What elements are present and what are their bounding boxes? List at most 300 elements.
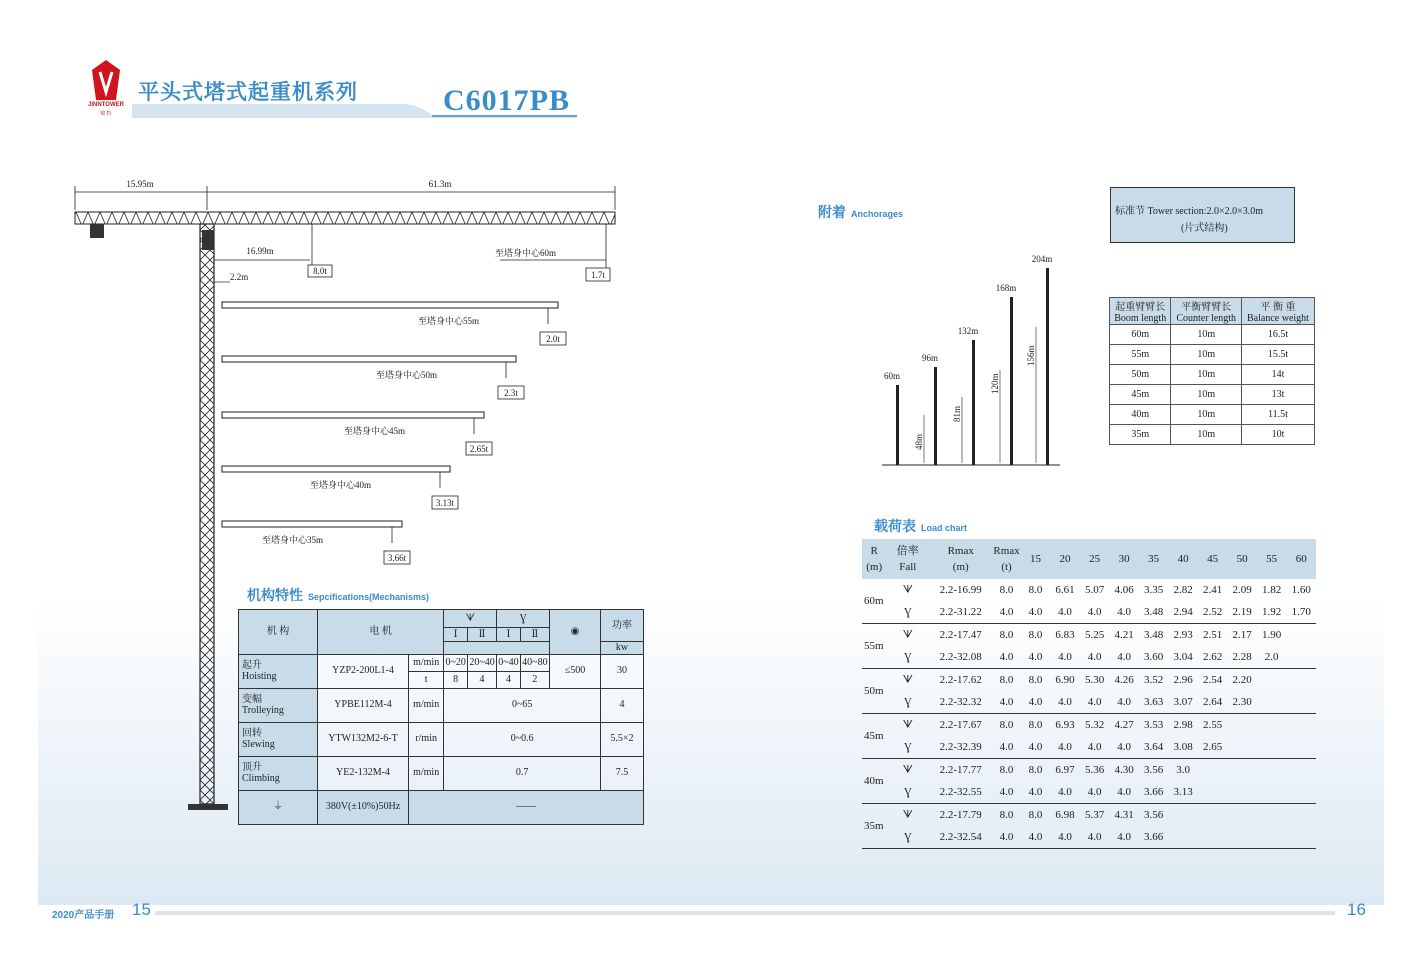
- lc-value: 4.0: [1028, 831, 1043, 843]
- h-motor: 电 机: [318, 610, 444, 655]
- lc-value: 4.31: [1114, 809, 1134, 821]
- jib-label: 至塔身中心35m: [262, 535, 324, 545]
- lc-max: 4.0: [999, 741, 1014, 753]
- h-roman: Ⅱ: [467, 628, 496, 642]
- anchor-spacing: 48m: [914, 433, 924, 450]
- lc-range: 2.2-17.79: [939, 809, 982, 821]
- hoist-load: 4: [497, 671, 521, 688]
- lc-max: 8.0: [999, 719, 1014, 731]
- lc-value: 4.0: [1087, 831, 1102, 843]
- climb-motor: YE2-132M-4: [318, 756, 409, 790]
- lc-value: 2.55: [1203, 719, 1223, 731]
- lc-h-fall: 倍率 Fall: [886, 539, 929, 579]
- lc-value: 5.37: [1084, 809, 1105, 821]
- lc-value: 1.92: [1262, 606, 1282, 618]
- lc-value: 1.60: [1291, 584, 1311, 596]
- lc-value: 2.64: [1203, 696, 1223, 708]
- balance-cell: 10m: [1171, 325, 1241, 345]
- lc-value: 3.0: [1176, 764, 1190, 776]
- lc-max: 4.0: [999, 831, 1014, 843]
- mechanism-title-en: Sepcifications(Mechanisms): [308, 592, 430, 602]
- lc-value: 2.20: [1232, 674, 1252, 686]
- lc-value: 4.0: [1058, 741, 1072, 753]
- row-climb-label: 顶升 Climbing: [239, 756, 318, 790]
- model-title: C6017PB: [443, 84, 570, 117]
- lc-value: 4.0: [1028, 696, 1043, 708]
- load-row: [862, 579, 1316, 601]
- lc-max: 4.0: [999, 651, 1014, 663]
- power-value: ——: [409, 790, 644, 824]
- trolley-unit: m/min: [409, 688, 444, 722]
- power-plug-icon: ⏚: [239, 790, 318, 824]
- balance-table: [1109, 297, 1315, 445]
- mechanism-title-cn: 机构特性: [247, 587, 303, 603]
- lc-value: 4.0: [1117, 786, 1131, 798]
- lc-value: 4.0: [1087, 741, 1102, 753]
- lc-value: 8.0: [1028, 764, 1043, 776]
- lc-value: 3.04: [1173, 651, 1193, 663]
- lc-value: [1286, 646, 1316, 669]
- lc-value: 5.36: [1084, 764, 1105, 776]
- fall-2-icon: Ɣ: [903, 831, 912, 843]
- slew-motor: YTW132M2-6-T: [318, 722, 409, 756]
- boom-length: 55m: [864, 640, 884, 652]
- lc-value: [1227, 759, 1257, 782]
- load-row: [862, 601, 1316, 624]
- balance-cell: 11.5t: [1241, 405, 1314, 425]
- lc-value: [1286, 691, 1316, 714]
- lc-value: [1168, 826, 1198, 849]
- lc-range: 2.2-32.54: [939, 831, 982, 843]
- lc-value: 4.0: [1028, 651, 1043, 663]
- jib-label: 至塔身中心55m: [418, 316, 480, 326]
- anchor-tower: [972, 340, 975, 465]
- lc-value: [1257, 714, 1287, 737]
- page-number-right: 16: [1347, 900, 1366, 919]
- jib-arm: [222, 302, 558, 308]
- lc-h-radius: 35: [1139, 539, 1169, 579]
- balance-row: [1110, 405, 1315, 425]
- load-row: [862, 736, 1316, 759]
- lc-value: 6.61: [1055, 584, 1075, 596]
- anchor-spacing: 81m: [952, 405, 962, 422]
- lc-value: [1286, 826, 1316, 849]
- lc-value: 2.17: [1232, 629, 1252, 641]
- slew-power: 5.5×2: [601, 722, 644, 756]
- anchor-height: 168m: [995, 283, 1017, 293]
- h-power: 功率: [601, 610, 644, 642]
- slew-unit: r/min: [409, 722, 444, 756]
- fall-2-icon: Ɣ: [903, 696, 912, 708]
- lc-h-radius: 30: [1109, 539, 1139, 579]
- jib-60-load: 1.7t: [591, 270, 605, 280]
- lc-value: [1286, 669, 1316, 692]
- load-max: 8.0t: [313, 266, 327, 276]
- lc-value: 4.27: [1114, 719, 1134, 731]
- lc-value: 4.0: [1028, 741, 1043, 753]
- brand-name-cn: 锦 特: [100, 111, 112, 117]
- lc-range: 2.2-16.99: [939, 584, 982, 596]
- lc-range: 2.2-32.08: [939, 651, 982, 663]
- fall-4-icon: ᗐ: [444, 610, 497, 628]
- lc-value: 1.90: [1262, 629, 1282, 641]
- lc-value: 4.0: [1028, 786, 1043, 798]
- lc-value: 2.52: [1203, 606, 1223, 618]
- hoist-speed: 20~40: [467, 654, 496, 671]
- lc-value: 3.48: [1143, 629, 1164, 641]
- jib-load: 2.65t: [469, 444, 489, 454]
- slew-speed: 0~0.6: [444, 722, 601, 756]
- lc-value: [1198, 804, 1228, 827]
- bal-h1: 起重臂臂长 Boom length: [1110, 298, 1171, 325]
- lc-max: 4.0: [999, 606, 1014, 618]
- climb-power: 7.5: [601, 756, 644, 790]
- lc-value: 2.28: [1232, 651, 1252, 663]
- balance-cell: 55m: [1110, 345, 1171, 365]
- fall-2-icon: Ɣ: [903, 651, 912, 663]
- lc-value: [1257, 804, 1287, 827]
- fall-4-icon: ᗐ: [902, 763, 913, 776]
- anchor-height: 60m: [883, 371, 901, 381]
- lc-value: 4.0: [1117, 606, 1131, 618]
- lc-value: [1198, 781, 1228, 804]
- lc-value: 2.41: [1203, 584, 1223, 596]
- lc-value: 6.97: [1055, 764, 1075, 776]
- lc-value: [1286, 624, 1316, 647]
- load-row: [862, 804, 1316, 827]
- lc-value: 8.0: [1028, 809, 1043, 821]
- fall-2-icon: Ɣ: [903, 606, 912, 618]
- jib-label: 至塔身中心45m: [344, 426, 406, 436]
- drum-icon: ◉: [550, 610, 601, 655]
- fall-4-icon: ᗐ: [902, 673, 913, 686]
- lc-h-radius: 15: [1021, 539, 1051, 579]
- trolley-speed: 0~65: [444, 688, 601, 722]
- anchor-tower: [934, 367, 937, 465]
- anchorage-diagram: [880, 250, 1065, 470]
- lc-value: 4.30: [1114, 764, 1134, 776]
- lc-value: 8.0: [1028, 584, 1043, 596]
- lc-value: 4.0: [1117, 696, 1131, 708]
- lc-range: 2.2-17.77: [939, 764, 982, 776]
- lc-value: 4.0: [1058, 831, 1072, 843]
- lc-value: [1286, 736, 1316, 759]
- anchorage-title: 附着 Anchorages: [818, 204, 904, 220]
- bal-h2: 平衡臂臂长 Counter length: [1171, 298, 1241, 325]
- lc-value: 2.82: [1173, 584, 1193, 596]
- hoist-power: 30: [601, 654, 644, 688]
- fall-4-icon: ᗐ: [902, 628, 913, 641]
- lc-value: 3.66: [1143, 831, 1164, 843]
- lc-value: [1286, 759, 1316, 782]
- lc-value: 2.98: [1173, 719, 1193, 731]
- jib-load: 2.3t: [504, 388, 518, 398]
- footer-rule: [155, 911, 1335, 915]
- hoist-speed: 40~80: [520, 654, 549, 671]
- lc-value: 3.53: [1143, 719, 1164, 731]
- lc-value: 3.35: [1143, 584, 1164, 596]
- boom-length: 45m: [864, 730, 884, 742]
- lc-value: 2.93: [1173, 629, 1193, 641]
- lc-range: 2.2-31.22: [939, 606, 982, 618]
- anchor-tower: [1046, 268, 1049, 465]
- lc-value: 4.0: [1058, 651, 1072, 663]
- bal-h3: 平 衡 重 Balance weight: [1241, 298, 1314, 325]
- boom-length: 60m: [864, 595, 884, 607]
- lc-value: 3.13: [1173, 786, 1193, 798]
- jib-arm: [222, 412, 484, 418]
- balance-cell: 13t: [1241, 385, 1314, 405]
- balance-cell: 60m: [1110, 325, 1171, 345]
- load-row: [862, 624, 1316, 647]
- lc-max: 4.0: [999, 786, 1014, 798]
- lc-max: 8.0: [999, 674, 1014, 686]
- hoist-motor: YZP2-200L1-4: [318, 654, 409, 688]
- load-row: [862, 646, 1316, 669]
- fall-4-icon: ᗐ: [902, 808, 913, 821]
- lc-max: 8.0: [999, 584, 1014, 596]
- lc-value: 3.08: [1173, 741, 1193, 753]
- lc-h-radius: 45: [1198, 539, 1228, 579]
- anchor-height: 96m: [921, 353, 939, 363]
- lc-range: 2.2-32.39: [939, 741, 982, 753]
- lc-h-radius: 55: [1257, 539, 1287, 579]
- lc-value: [1286, 714, 1316, 737]
- h-mech: 机 构: [239, 610, 318, 655]
- lc-value: 3.60: [1143, 651, 1164, 663]
- jib-label: 至塔身中心40m: [310, 480, 372, 490]
- lc-range: 2.2-32.32: [939, 696, 982, 708]
- balance-cell: 10m: [1171, 425, 1241, 445]
- lc-value: 4.0: [1117, 831, 1131, 843]
- row-hoist-label: 起升 Hoisting: [239, 654, 318, 688]
- balance-cell: 15.5t: [1241, 345, 1314, 365]
- lc-value: 3.66: [1143, 786, 1164, 798]
- anchor-spacing: 120m: [990, 373, 1000, 394]
- dim-front: 61.3m: [428, 179, 452, 189]
- lc-max: 8.0: [999, 764, 1014, 776]
- lc-value: 3.64: [1143, 741, 1164, 753]
- trolley-motor: YPBE112M-4: [318, 688, 409, 722]
- balance-cell: 10m: [1171, 405, 1241, 425]
- lc-value: 1.82: [1262, 584, 1282, 596]
- lc-value: 2.94: [1173, 606, 1193, 618]
- lc-value: 3.56: [1143, 764, 1164, 776]
- lc-value: 2.51: [1203, 629, 1223, 641]
- h-roman: Ⅰ: [497, 628, 521, 642]
- lc-value: 4.06: [1114, 584, 1134, 596]
- balance-row: [1110, 345, 1315, 365]
- hoist-height: ≤500: [550, 654, 601, 688]
- lc-value: 2.54: [1203, 674, 1223, 686]
- tower-section-line2: (片式结构): [1181, 223, 1228, 234]
- h-roman: Ⅰ: [444, 628, 468, 642]
- row-trolley-label: 变幅 Trolleying: [239, 688, 318, 722]
- load-row: [862, 781, 1316, 804]
- jib-arm: [222, 521, 402, 527]
- jib-arm: [222, 466, 450, 472]
- lc-value: [1257, 759, 1287, 782]
- jib-group: [222, 302, 566, 564]
- lc-value: 2.19: [1232, 606, 1252, 618]
- page-number-left: 15: [132, 900, 151, 919]
- hoist-load: 4: [467, 671, 496, 688]
- lc-max: 4.0: [999, 696, 1014, 708]
- lc-h-r: R (m): [862, 539, 886, 579]
- lc-value: 5.32: [1084, 719, 1105, 731]
- lc-value: 4.0: [1117, 651, 1131, 663]
- jib-load: 3.66t: [387, 553, 407, 563]
- lc-max: 8.0: [999, 629, 1014, 641]
- brand-logo: [80, 58, 132, 120]
- lc-value: [1257, 781, 1287, 804]
- jib-60-label: 至塔身中心60m: [495, 248, 557, 258]
- lc-h-radius: 25: [1080, 539, 1110, 579]
- load-chart-table: [862, 539, 1316, 849]
- lc-value: 2.96: [1173, 674, 1193, 686]
- lc-range: 2.2-17.67: [939, 719, 982, 731]
- lc-value: 2.65: [1203, 741, 1223, 753]
- lc-value: 4.0: [1058, 786, 1072, 798]
- lc-value: 4.0: [1058, 696, 1072, 708]
- mechanism-title: [247, 585, 429, 605]
- hoist-speed: 0~20: [444, 654, 468, 671]
- lc-h-radius: 40: [1168, 539, 1198, 579]
- balance-cell: 10m: [1171, 345, 1241, 365]
- lc-value: 5.07: [1084, 584, 1105, 596]
- anchor-height: 204m: [1031, 254, 1053, 264]
- lc-range: 2.2-32.55: [939, 786, 982, 798]
- lc-value: [1227, 826, 1257, 849]
- lc-value: [1227, 714, 1257, 737]
- anchor-spacing: 156m: [1026, 345, 1036, 366]
- trolley-power: 4: [601, 688, 644, 722]
- brand-name: JINNTOWER: [88, 102, 124, 108]
- hoist-unit1: m/min: [409, 654, 444, 671]
- lc-value: 1.70: [1291, 606, 1311, 618]
- anchor-tower: [896, 385, 899, 465]
- lc-range: 2.2-17.47: [939, 629, 982, 641]
- balance-row: [1110, 385, 1315, 405]
- hoist-speed: 0~40: [497, 654, 521, 671]
- lc-value: 6.90: [1055, 674, 1075, 686]
- fall-4-icon: ᗐ: [902, 583, 913, 596]
- balance-cell: 35m: [1110, 425, 1171, 445]
- lc-value: 5.30: [1084, 674, 1105, 686]
- dim-inner: 16.99m: [246, 246, 274, 256]
- lc-value: [1257, 691, 1287, 714]
- lc-range: 2.2-17.62: [939, 674, 982, 686]
- lc-value: [1257, 826, 1287, 849]
- balance-cell: 14t: [1241, 365, 1314, 385]
- header-underline: [132, 100, 580, 120]
- balance-cell: 45m: [1110, 385, 1171, 405]
- boom-length: 40m: [864, 775, 884, 787]
- balance-cell: 16.5t: [1241, 325, 1314, 345]
- tower-section-box: [1110, 187, 1295, 243]
- fall-2-icon: Ɣ: [497, 610, 550, 628]
- lc-value: 6.93: [1055, 719, 1075, 731]
- lc-value: [1168, 804, 1198, 827]
- lc-value: [1286, 804, 1316, 827]
- anchor-tower: [1010, 297, 1013, 465]
- loadchart-title: 载荷表 Load chart: [874, 518, 968, 534]
- lc-value: 3.52: [1143, 674, 1164, 686]
- h-kw: kw: [601, 642, 644, 655]
- load-row: [862, 669, 1316, 692]
- boom-length: 50m: [864, 685, 884, 697]
- lc-value: [1227, 736, 1257, 759]
- load-row: [862, 714, 1316, 737]
- balance-row: [1110, 325, 1315, 345]
- hoist-load: 2: [520, 671, 549, 688]
- lc-value: 2.09: [1232, 584, 1252, 596]
- dim-small: 2.2m: [230, 272, 249, 282]
- balance-row: [1110, 425, 1315, 445]
- dim-back: 15.95m: [126, 179, 154, 189]
- lc-value: 8.0: [1028, 674, 1043, 686]
- lc-value: 4.0: [1087, 696, 1102, 708]
- balance-cell: 10t: [1241, 425, 1314, 445]
- lc-value: 5.25: [1084, 629, 1105, 641]
- lc-value: [1257, 736, 1287, 759]
- balance-cell: 40m: [1110, 405, 1171, 425]
- fall-4-icon: ᗐ: [902, 718, 913, 731]
- lc-value: 8.0: [1028, 719, 1043, 731]
- lc-value: 3.07: [1173, 696, 1193, 708]
- lc-value: 3.48: [1143, 606, 1164, 618]
- footer-catalog: 2020产品手册: [52, 910, 115, 921]
- jib-arm: [222, 356, 516, 362]
- lc-h-radius: 60: [1286, 539, 1316, 579]
- lc-value: 2.30: [1232, 696, 1252, 708]
- balance-cell: 10m: [1171, 365, 1241, 385]
- h-roman: Ⅱ: [520, 628, 549, 642]
- balance-row: [1110, 365, 1315, 385]
- tower-section-line1: 标准节 Tower section:2.0×2.0×3.0m: [1115, 206, 1264, 217]
- hoist-load: 8: [444, 671, 468, 688]
- lc-h-rmax: Rmax (m): [929, 539, 992, 579]
- lc-value: [1198, 759, 1228, 782]
- series-title: 平头式塔式起重机系列: [138, 81, 358, 104]
- fall-2-icon: Ɣ: [903, 741, 912, 753]
- load-row: [862, 691, 1316, 714]
- lc-value: [1227, 781, 1257, 804]
- lc-value: [1198, 826, 1228, 849]
- lc-value: 4.0: [1087, 606, 1102, 618]
- lc-h-tmax: Rmax (t): [992, 539, 1021, 579]
- lc-value: 4.0: [1087, 786, 1102, 798]
- anchor-height: 132m: [957, 326, 979, 336]
- boom-length: 35m: [864, 820, 884, 832]
- power-voltage: 380V(±10%)50Hz: [318, 790, 409, 824]
- load-row: [862, 759, 1316, 782]
- lc-value: 2.0: [1264, 651, 1279, 663]
- lc-value: 6.83: [1055, 629, 1075, 641]
- lc-max: 8.0: [999, 809, 1014, 821]
- lc-value: 4.0: [1028, 606, 1043, 618]
- lc-value: 4.26: [1114, 674, 1134, 686]
- lc-value: 2.62: [1203, 651, 1223, 663]
- lc-value: 4.0: [1117, 741, 1131, 753]
- lc-value: 8.0: [1028, 629, 1043, 641]
- lc-value: 3.63: [1143, 696, 1164, 708]
- jib-load: 3.13t: [435, 498, 455, 508]
- lc-value: 3.56: [1143, 809, 1164, 821]
- lc-h-radius: 20: [1050, 539, 1080, 579]
- load-row: [862, 826, 1316, 849]
- hoist-unit2: t: [409, 671, 444, 688]
